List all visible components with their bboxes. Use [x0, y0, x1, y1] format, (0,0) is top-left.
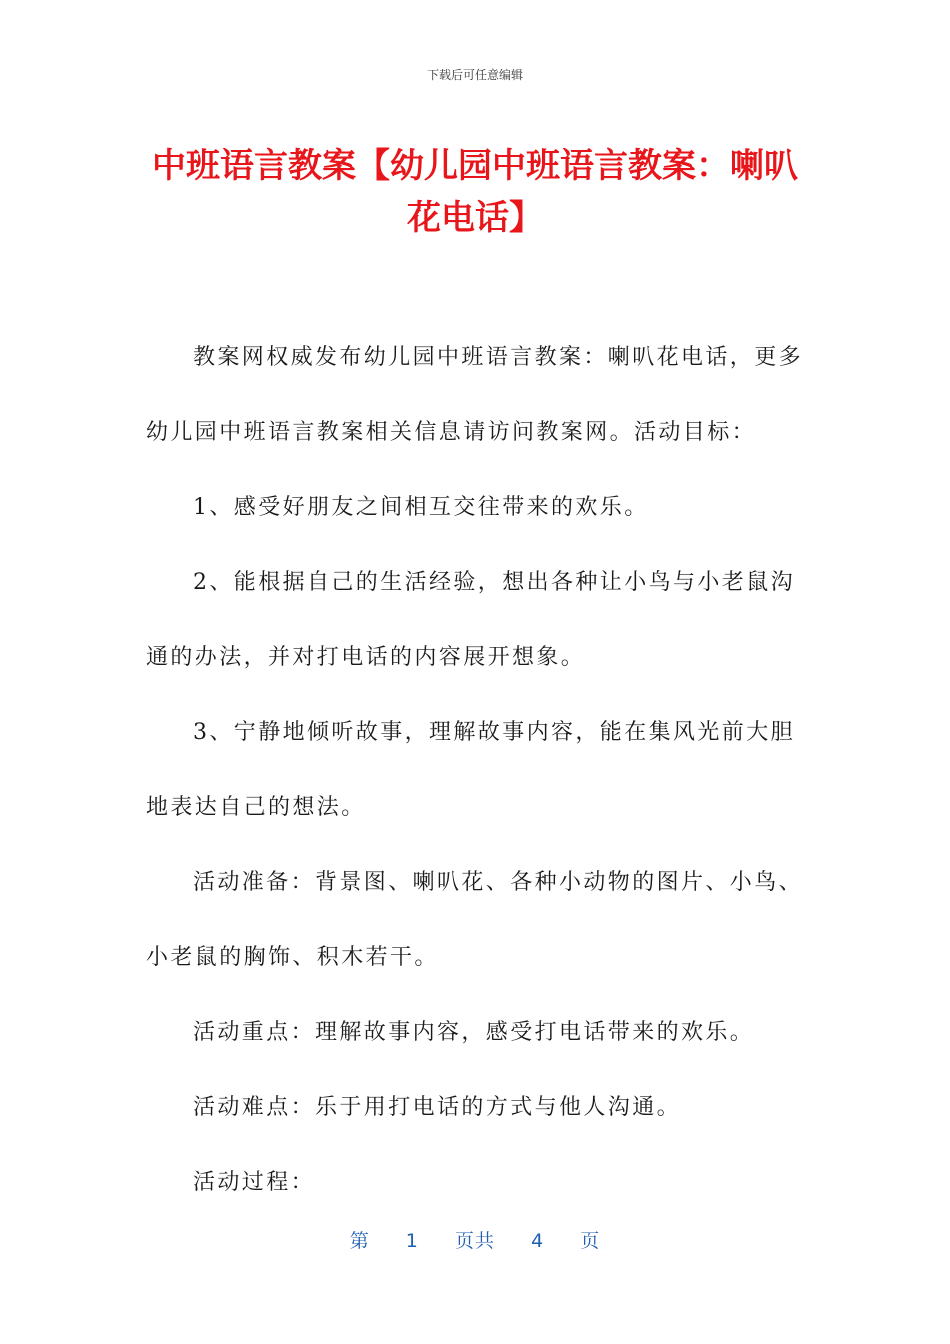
paragraph-preparation: 活动准备：背景图、喇叭花、各种小动物的图片、小鸟、小老鼠的胸饰、积木若干。: [146, 870, 804, 970]
paragraph-process: 活动过程：: [193, 1170, 316, 1195]
footer-middle: 页共: [454, 1230, 495, 1252]
footer-prefix: 第: [349, 1230, 370, 1252]
header-note: 下载后可任意编辑: [426, 68, 523, 82]
footer-total-pages: 4: [531, 1230, 545, 1252]
document-body: [146, 320, 806, 1220]
paragraph-goal-3: 3、宁静地倾听故事，理解故事内容，能在集风光前大胆地表达自己的想法。: [146, 720, 795, 820]
paragraph-key-point: 活动重点：理解故事内容，感受打电话带来的欢乐。: [193, 1020, 755, 1045]
paragraph-goal-2: 2、能根据自己的生活经验，想出各种让小鸟与小老鼠沟通的办法，并对打电话的内容展开想象。: [146, 570, 795, 670]
paragraph-intro: 教案网权威发布幼儿园中班语言教案：喇叭花电话，更多幼儿园中班语言教案相关信息请访问教案网。活动目标：: [146, 345, 804, 445]
footer-suffix: 页: [580, 1230, 601, 1252]
page-footer: [0, 1226, 950, 1253]
paragraph-difficulty: 活动难点：乐于用打电话的方式与他人沟通。: [193, 1095, 682, 1120]
document-title: 中班语言教案【幼儿园中班语言教案：喇叭花电话】: [152, 146, 798, 238]
footer-current-page: 1: [405, 1230, 419, 1252]
paragraph-goal-1: 1、感受好朋友之间相互交往带来的欢乐。: [193, 495, 649, 520]
